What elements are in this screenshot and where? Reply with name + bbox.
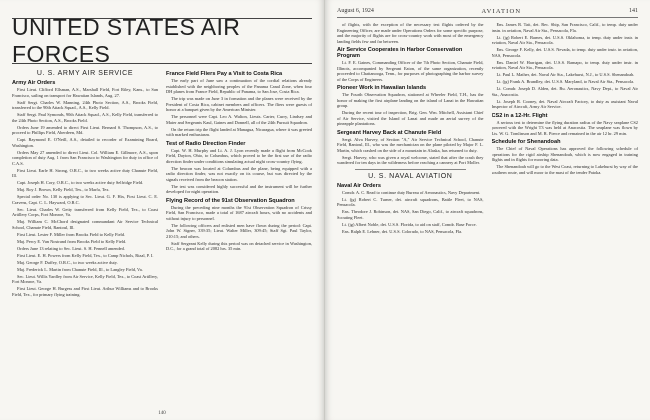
article-heading: Army Air Orders [12,80,56,86]
article-paragraph: The Fourth Observation Squadron, stationed at Wheeler Field, T.H., has the honor of making the first airplane landing on the island of Lanai in the Hawaiian group. [337,92,484,108]
article-paragraph: The Chief of Naval Operations has approved the following schedule of operations for the rigid airship Shenandoah, which is now engaged in training flights and in flights for mooring data. [491,146,638,162]
article-heading: Pioneer Work in Hawaiian Islands [337,85,427,91]
article-paragraph: Orders May 27 amended to direct Lieut. Col. William E. Gillmore, A.S., upon completion of duty Aug. 1 from San Francisco to Washington for duty in office of C.A.S. [12,149,158,166]
article-paragraph: Maj. George F. Duffey, O.R.C., to two weeks active duty. [17,259,118,265]
article-paragraph: During the recent tour of inspection, Brig. Gen. Wm. Mitchell, Assistant Chief of Air Service, visited the Island of Lanai and made an aerial survey of the pineapple plantations. [337,110,484,126]
article-paragraph: Lt. (jg) Robert C. Turner, det. aircraft squadrons, Battle Fleet, to NAS, Pensacola. [337,196,484,207]
article-paragraph: Sergt. Alva Harvey, of Section "A," Air Service Technical School, Chanute Field, Rantoul, Ill., who was the mechanician on the plane piloted by Major F. L. Martin, which crashed on the side of a mountain in Alaska, has returned to duty. [337,136,484,153]
article-paragraph: Sec. Lieut. Charles W. Getty transferred from Kelly Field, Tex., to Coast Artillery Corps, Fort Monroe, Va. [12,206,158,217]
running-head-title: AVIATION [481,7,522,15]
right-columns [337,22,638,408]
article-paragraph: The test was considered highly successful and the instrument will be further developed for night operation. [166,183,312,194]
article-paragraph: Lt. Comdr. Joseph D. Alden, det. Bu. Aeronautics, Navy Dept., to Naval Air Sta., Anacostia. [491,86,638,97]
article-heading: CS2 in a 12-Hr. Flight [491,112,548,119]
article-paragraph: The beacon was located at Columbus and the plane, being equipped with a radio direction finder, was not exactly on its course, but was directed by the signals received from the beacon station. [166,165,312,182]
article-paragraph: Maj. Percy E. Van Nostrand from Brooks Field to Kelly Field. [17,238,127,244]
article-heading: Test of Radio Direction Finder [166,140,246,147]
article-paragraph: Ens. James R. Tait, det. Rec. Ship, San Francisco, Calif., to temp. duty under instn. in aviation, Naval Air Sta., Pensacola, Fla. [491,22,638,33]
article-paragraph: First Lieut. George H. Burgess and First Lieut. Arthur Williams and to Brooks Field, Tex., for primary flying training. [12,286,158,297]
running-head-rule [337,17,638,18]
article-paragraph: Maj. Frederick L. Martin from Chanute Field, Ill., to Langley Field, Va. [17,266,143,272]
article-heading: Flying Record of the 91st Observation Squadron [166,197,295,204]
article-paragraph: Capt. W. H. Murphy and Lt. A. J. Lyon recently made a flight from McCook Field, Dayton, Ohio, to Columbus, which proved to be the first use of the radio direction finder under conditions simulating actual night cross-country flying. [166,147,312,164]
article-paragraph: Lt. F. E. Gaines, Commanding Officer of the 7th Photo Section, Chanute Field, Illinois, accompanied by Sergeant Eaton, of the same organization, recently proceeded to Chattanooga, Tenn., for purposes of photographing the harbor survey of the Corps of Engineers. [337,60,484,82]
page-banner: UNITED STATES AIR FORCES [12,18,312,64]
article-paragraph: First Lieut. Clifford Ellsman, A.S., Marshall Field, Fort Riley, Kans., to San Francisco, sailing on transport for Hawaiian Islands, Aug. 27. [12,87,158,98]
article-paragraph: Lt. (jg) Albert Noble, det. U.S.S. Florida, to aid on staff, Comdr. Base Force. [342,221,477,227]
left-column-1 [12,68,158,408]
article-paragraph: Lt. Joseph R. Cooney, det. Naval Aircraft Factory, to duty as assistant Naval Inspector of Aircraft, Army Air Service. [491,98,638,109]
article-paragraph: Sec. Lieut. Willis Yardley from Air Service, Kelly Field, Tex., to Coast Artillery, Fort Monroe, Va. [12,273,158,284]
article-paragraph: Orders June 19 amended to direct First Lieut. Bernard S. Thompson, A.S., to proceed to Phillips Field, Aberdeen, Md. [12,124,158,135]
article-heading: Schedule for Shenandoah [491,139,561,145]
article-paragraph: Orders June 13 relating to Sec. Lieut. S. H. Fennell amended. [17,245,125,251]
article-paragraph: The early part of June saw a continuation of the cordial relations already established with the neighboring peoples of the Panama Canal Zone, when four DH planes from France Field, Republic of Panama, to San Jose, Costa Rica. [166,78,312,94]
article-paragraph: Staff Sergeant Kelly during this period was on detached service in Washington, D.C., for a grand total of 2082 hrs. 35 min. [166,240,312,251]
article-heading: France Field Fliers Pay a Visit to Costa Rica [166,71,283,77]
article-paragraph: of flights, with the exception of the necessary test flights ordered by the Engineering Officer, are made under Operations Orders for some specific purpose, and the majority of flights are for cross-country work with most of the emergency landing fields few and far between. [337,22,484,44]
article-paragraph: First Lieut. Earle H. Strong, O.R.C., to two weeks active duty Chanute Field, Ill. [12,167,158,178]
right-column-2 [492,22,639,408]
article-paragraph: First Lieut. E. H. Powers from Kelly Field, Tex., to Camp Nichols, Rizal, P. I. [17,252,154,258]
article-paragraph: The following officers and enlisted men have flown during the period: Capt. John W. Signer, 339:35; Lieut. Walter Miller, 309:45; Staff Sgt. Paul Taylor, 210:15; and others. [166,222,312,239]
article-paragraph: Lt. Paul L. Mather, det. Naval Air Sta., Lakehurst, N.J., to U.S.S. Shenandoah. [496,72,635,77]
article-paragraph: Staff Sergt. Paul Symonds, 90th Attack Squad., A.S., Kelly Field, transferred to the 24th Photo Section, A.S., Brooks Field. [12,112,158,123]
running-head-date: August 6, 1924 [337,8,374,14]
running-head-page: 141 [629,8,638,14]
article-paragraph: Maj. Roy J. Brown, Kelly Field, Tex., to Marfa, Tex. [17,187,110,192]
article-paragraph: Ens. Ralph E. Lehner, det. U.S.S. Colorado, to NAS, Pensacola, Fla. [342,228,463,234]
article-heading: Naval Air Orders [337,182,381,189]
folio-left: 140 [158,411,166,416]
article-paragraph: Comdr. A. C. Read to continue duty Bureau of Aeronautics, Navy Department. [342,189,481,195]
article-paragraph: Special order No. 130 is applying to Sec. Lieut. G. F. Hix, First Lieut. C. E. Cravens, Capt. C. L. Hayward, O.R.C. [12,194,158,205]
article-paragraph: Ens. Theodore J. Robinson, det. NAS, San Diego, Calif., to aircraft squadrons, Scouting Fleet. [337,209,484,220]
article-paragraph: The trip was made on June 3 in formation and the planes were received by the President of Costa Rica, cabinet members and officers. The fliers were guests of honor at a banquet given by the American Minister. [166,96,312,112]
article-paragraph: Sergt. Harvey, who was given a royal welcome, stated that after the crash they wandered for ten days in the wilderness before reaching a cannery at Port Moller. [337,154,484,165]
article-paragraph: On the return trip the flight landed at Managua, Nicaragua, where it was greeted with marked enthusiasm. [166,126,312,137]
article-paragraph: Capt. Raymond E. O'Neill, A.S., detailed to recorder of Examining Board, Washington. [12,137,158,148]
article-paragraph: Lt. (jg) Frank A. Brandley, det. U.S.S. Maryland, to Naval Air Sta., Pensacola. [496,79,635,84]
article-paragraph: Lt. (jg) Robert E. Barnes, det. U.S.S. Oklahoma, to temp. duty under instr. in aviation, Naval Air Sta., Pensacola. [491,34,638,45]
article-heading: Air Service Cooperates in Harbor Conservation Program [337,47,463,59]
article-paragraph: Staff Sergt. Charles W. Manning, 24th Photo Section, A.S., Brooks Field, transferred to the 90th Attack Squad., A.S., Kelly Field. [12,99,158,110]
article-paragraph: First Lieut. Lester F. Miller from Brooks Field to Kelly Field. [17,231,126,237]
right-column-1 [337,22,484,408]
article-paragraph: Ens. George F. Kelly, det. U.S.S. Nevada, to temp. duty under instr. in aviation, NAS, Pensacola. [491,47,638,58]
running-head [337,6,638,16]
article-paragraph: Maj. William C. McChord designated commandant Air Service Technical School, Chanute Field, Rantoul, Ill. [12,219,158,230]
article-paragraph: During the preceding nine months the 91st Observation Squadron of Crissy Field, San Francisco, made a total of 1687 aircraft hours, with no accidents and without injury to personnel. [166,204,312,221]
article-paragraph: A serious test to determine the flying duration radius of the Navy seaplane CS2 powered with the Wright T3 was held at Anacostia. The seaplane was flown by Lts. W. G. Tomlinson and M. R. Pierce and remained in the air 12 hr. 29 min. [491,119,638,136]
section-heading: U. S. NAVAL AVIATION [368,172,453,180]
article-heading: Sergeant Harvey Back at Chanute Field [337,129,442,136]
right-page [325,0,650,420]
article-paragraph: The Shenandoah will go to the West Coast, returning to Lakehurst by way of the southern route, and will moor to the mast of the tender Patoka. [491,164,638,175]
left-columns [12,68,312,408]
article-paragraph: Ens. Daniel W. Harrigan, det. U.S.S. Ramapo, to temp. duty under instr. in aviation, Naval Air Sta., Pensacola. [491,59,638,70]
left-column-2 [166,68,312,408]
article-paragraph: The personnel were Capt. Leo A. Walton, Lieuts. Carter, Curry, Lindsey and Maier and Sergeants Kaul, Gaines and Donnell, all of the 24th Pursuit Squadron. [166,114,312,125]
section-heading: U. S. ARMY AIR SERVICE [36,70,134,77]
article-paragraph: Capt. Joseph H. Cory, O.R.C., to two weeks active duty Selfridge Field. [17,180,144,185]
section-divider [355,169,466,170]
